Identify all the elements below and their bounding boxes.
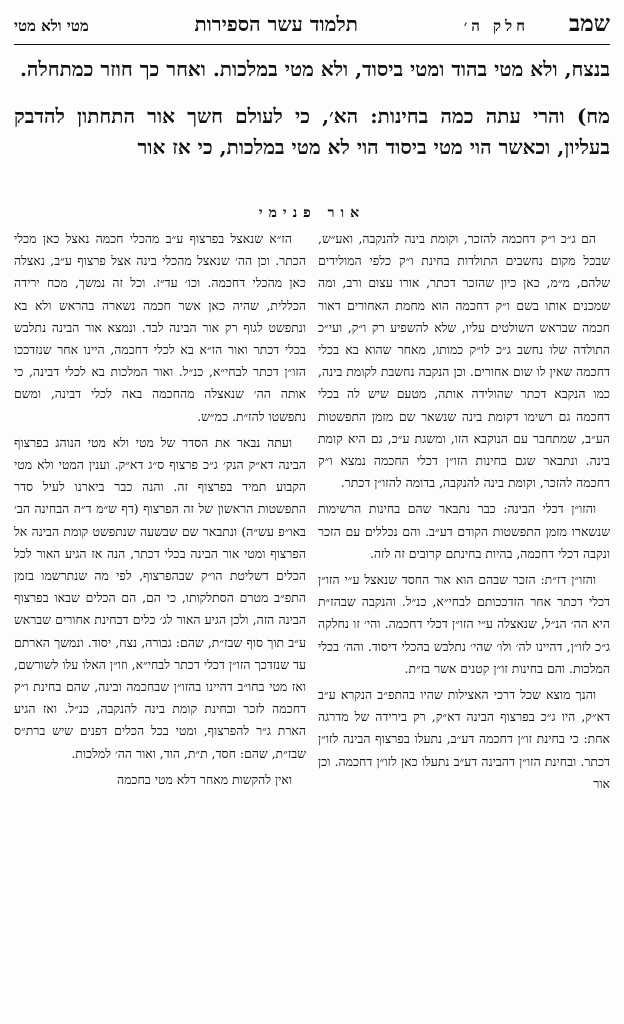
right-column-paragraph: והנך מוצא שכל דרכי האצילות שהיו בהתפ״ב הנקרא ע״ב דא״ק, היו ג״כ בפרצוף הבינה דא״ק, רק בירידה של מדרגה אחת: כי בחינת זו״ן דחכמה דע״ב, נתעלו בפרצוף הבינה לזו״ן דכתר. ובחינת הזו״ן דהבינה דע״ב נתעלו כאן לזו״ן דחכמה. וכן אור xyxy=(318,687,610,791)
left-column-paragraph: הז״א שנאצל בפרצוף ע״ב מהכלי חכמה נאצל כאן מכלי הכתר. וכן הה׳ שנאצל מהכלי בינה אצל פרצוף ע״ב, נאצלה כאן מהכלי דחכמה. וכו׳ עד״ז. וכל זה נמשך, מכח ירידה הכללית, שהיה כאן אשר חכמה נשארה בהראש ולא בא ונתפשט לגוף רק אור הבינה לבד. ונמצא אור הבינה נתלבש בכלי דכתר ואור הז״א בא לכלי דחכמה, היינו אחר שנזדככו הזו״ן דכתר לבחי״א, כנ״ל. ואור המלכות בא לכלי דבינה, כי אותה הה׳ שנאצלה מהחכמה באה לכלי דבינה, ומשם נתפשטו להז״ת. כמ״ש. xyxy=(14,231,306,424)
book-title: תלמוד עשר הספירות xyxy=(194,12,358,36)
section-title: אור פנימי xyxy=(258,205,366,221)
left-column xyxy=(14,228,306,1018)
main-paragraph-1: בנצח, ולא מטי בהוד ומטי ביסוד, ולא מטי במלכות. ואחר כך חוזר כמתחלה. xyxy=(19,57,610,81)
right-column-paragraph: והזו״ן דז״ת: הזכר שבהם הוא אור החסד שנאצל ע״י הזו״ן דכלי דכתר אחר הזדככותם לבחי״א, כנ״ל. והנקבה שבהז״ת היא הה׳ הנ״ל, שנאצלה ע״י הזו״ן דכלי דחכמה. והי׳ זו נחלקה ג״כ לזו״ן, דהיינו לה׳ ולו׳ שהי׳ נתלבש בהכלי דיסוד. והה׳ בכלי המלכות. והם בחינות זו״ן קטנים אשר בז״ת. xyxy=(318,572,610,676)
commentary-columns xyxy=(14,228,610,1018)
main-text xyxy=(14,54,610,179)
right-column-paragraph: הם ג״כ ו״ק דחכמה להזכר, וקומת בינה להנקבה, ואע״ש, שבכל מקום נחשבים התולדות בחינת ו״ק כלפי המולידים שלהם, מ״מ, כאן כיון שהזכר דכתר, אורו עצום ורב, ומה שמכנים אותו בשם ו״ק דחכמה הוא מחמת האחורים דאור חכמה שבראש השולטים עליו, שלא להשפיע רק ו״ק, ועי״כ התולדה שלו נחשב ג״כ לו״ק כמותו, מאחר שהוא בא בכלי דחכמה שאין לו שום אחורים. וכן הנקבה נחשבת לקומת בינה, כמו הנקבא דכתר שהולידה אותה, מטעם שיש לה בכלי דחכמה גם רשימו דקומת בינה שנשאר שם מזמן התפשטות הע״ב, שמתחבר עם הנוקבא הזו, ומשגת ע״כ, גם היא קומת בינה. ונתבאר שגם בחינות הזו״ן דכלי החכמה נמצא ו״ק דחכמה להזכר, וקומת בינה להנקבה, בדומה להזו״ן דכתר. xyxy=(318,231,610,491)
running-head: מטי ולא מטי xyxy=(14,17,89,35)
main-paragraph-2: מח) והרי עתה כמה בחינות: הא׳, כי לעולם חשך אור התחתון להדבק בעליון, וכאשר הוי מטי ביסוד הוי לא מטי במלכות, כי אז אור xyxy=(14,104,610,159)
right-column xyxy=(318,228,610,1018)
right-column-paragraph: והזו״ן דכלי הבינה: כבר נתבאר שהם בחינות הרשימות שנשארו מזמן התפשטות הקודם דע״ב. והם נכללים עם הזכר ונקבה דכלי דחכמה, בהיות בחינתם קרובים זה לזה. xyxy=(318,501,610,561)
left-column-paragraph: ועתה נבאר את הסדר של מטי ולא מטי הנוהג בפרצוף הבינה דא״ק הנק׳ ג״כ פרצוף ס״ג דא״ק. וענין המטי ולא מטי הקבוע תמיד בפרצוף זה. והנה כבר ביארנו לעיל סדר התפשטות הראשון של זה הפרצוף (דף ש״מ ד״ה הבחינה הב׳ באו״פ עש״ה) ונתבאר שם שבשעה שנתפשט קומת הבינה אל הפרצוף ומטי אור הבינה בכלי דכתר, הנה אז הגיע האור לכל הכלים דשליטת הו״ק שבהפרצוף, לפי מה שנתרשמו בזמן התפ״ב מטרם הסתלקותו, כי הם, הם הכלים שבאו בפרצוף הבינה הזה, ולכן הגיע האור לג׳ כלים דבחינת אחורים שבראש ע״ב תוך סוף שבז״ת, שהם: גבורה, נצח, יסוד. ונמשך הארתם עד שנזדכך הזו״ן דכלי דכתר לבחי״א, וזו״ן האלו עלו לשורשם, ואז מטי בחו״ב דהיינו בהזו״ן שבחכמה ובינה, שהם בחינת ו״ק דחכמה לזכר ובחינת קומת בינה להנקבה, כנ״ל. ואז הגיע הארת ג״ר להפרצוף, ומטי בכל הכלים דפנים שיש ברת״ס שבז״ת, שהם: חסד, ת״ת, הוד, ואור הה׳ למלכות. xyxy=(14,434,306,761)
left-column-paragraph: ואין להקשות מאחר דלא מטי בחכמה xyxy=(116,771,292,787)
part-label: חלק ה׳ xyxy=(463,17,529,35)
page-header xyxy=(14,10,610,45)
page-number: שמב xyxy=(568,10,610,37)
